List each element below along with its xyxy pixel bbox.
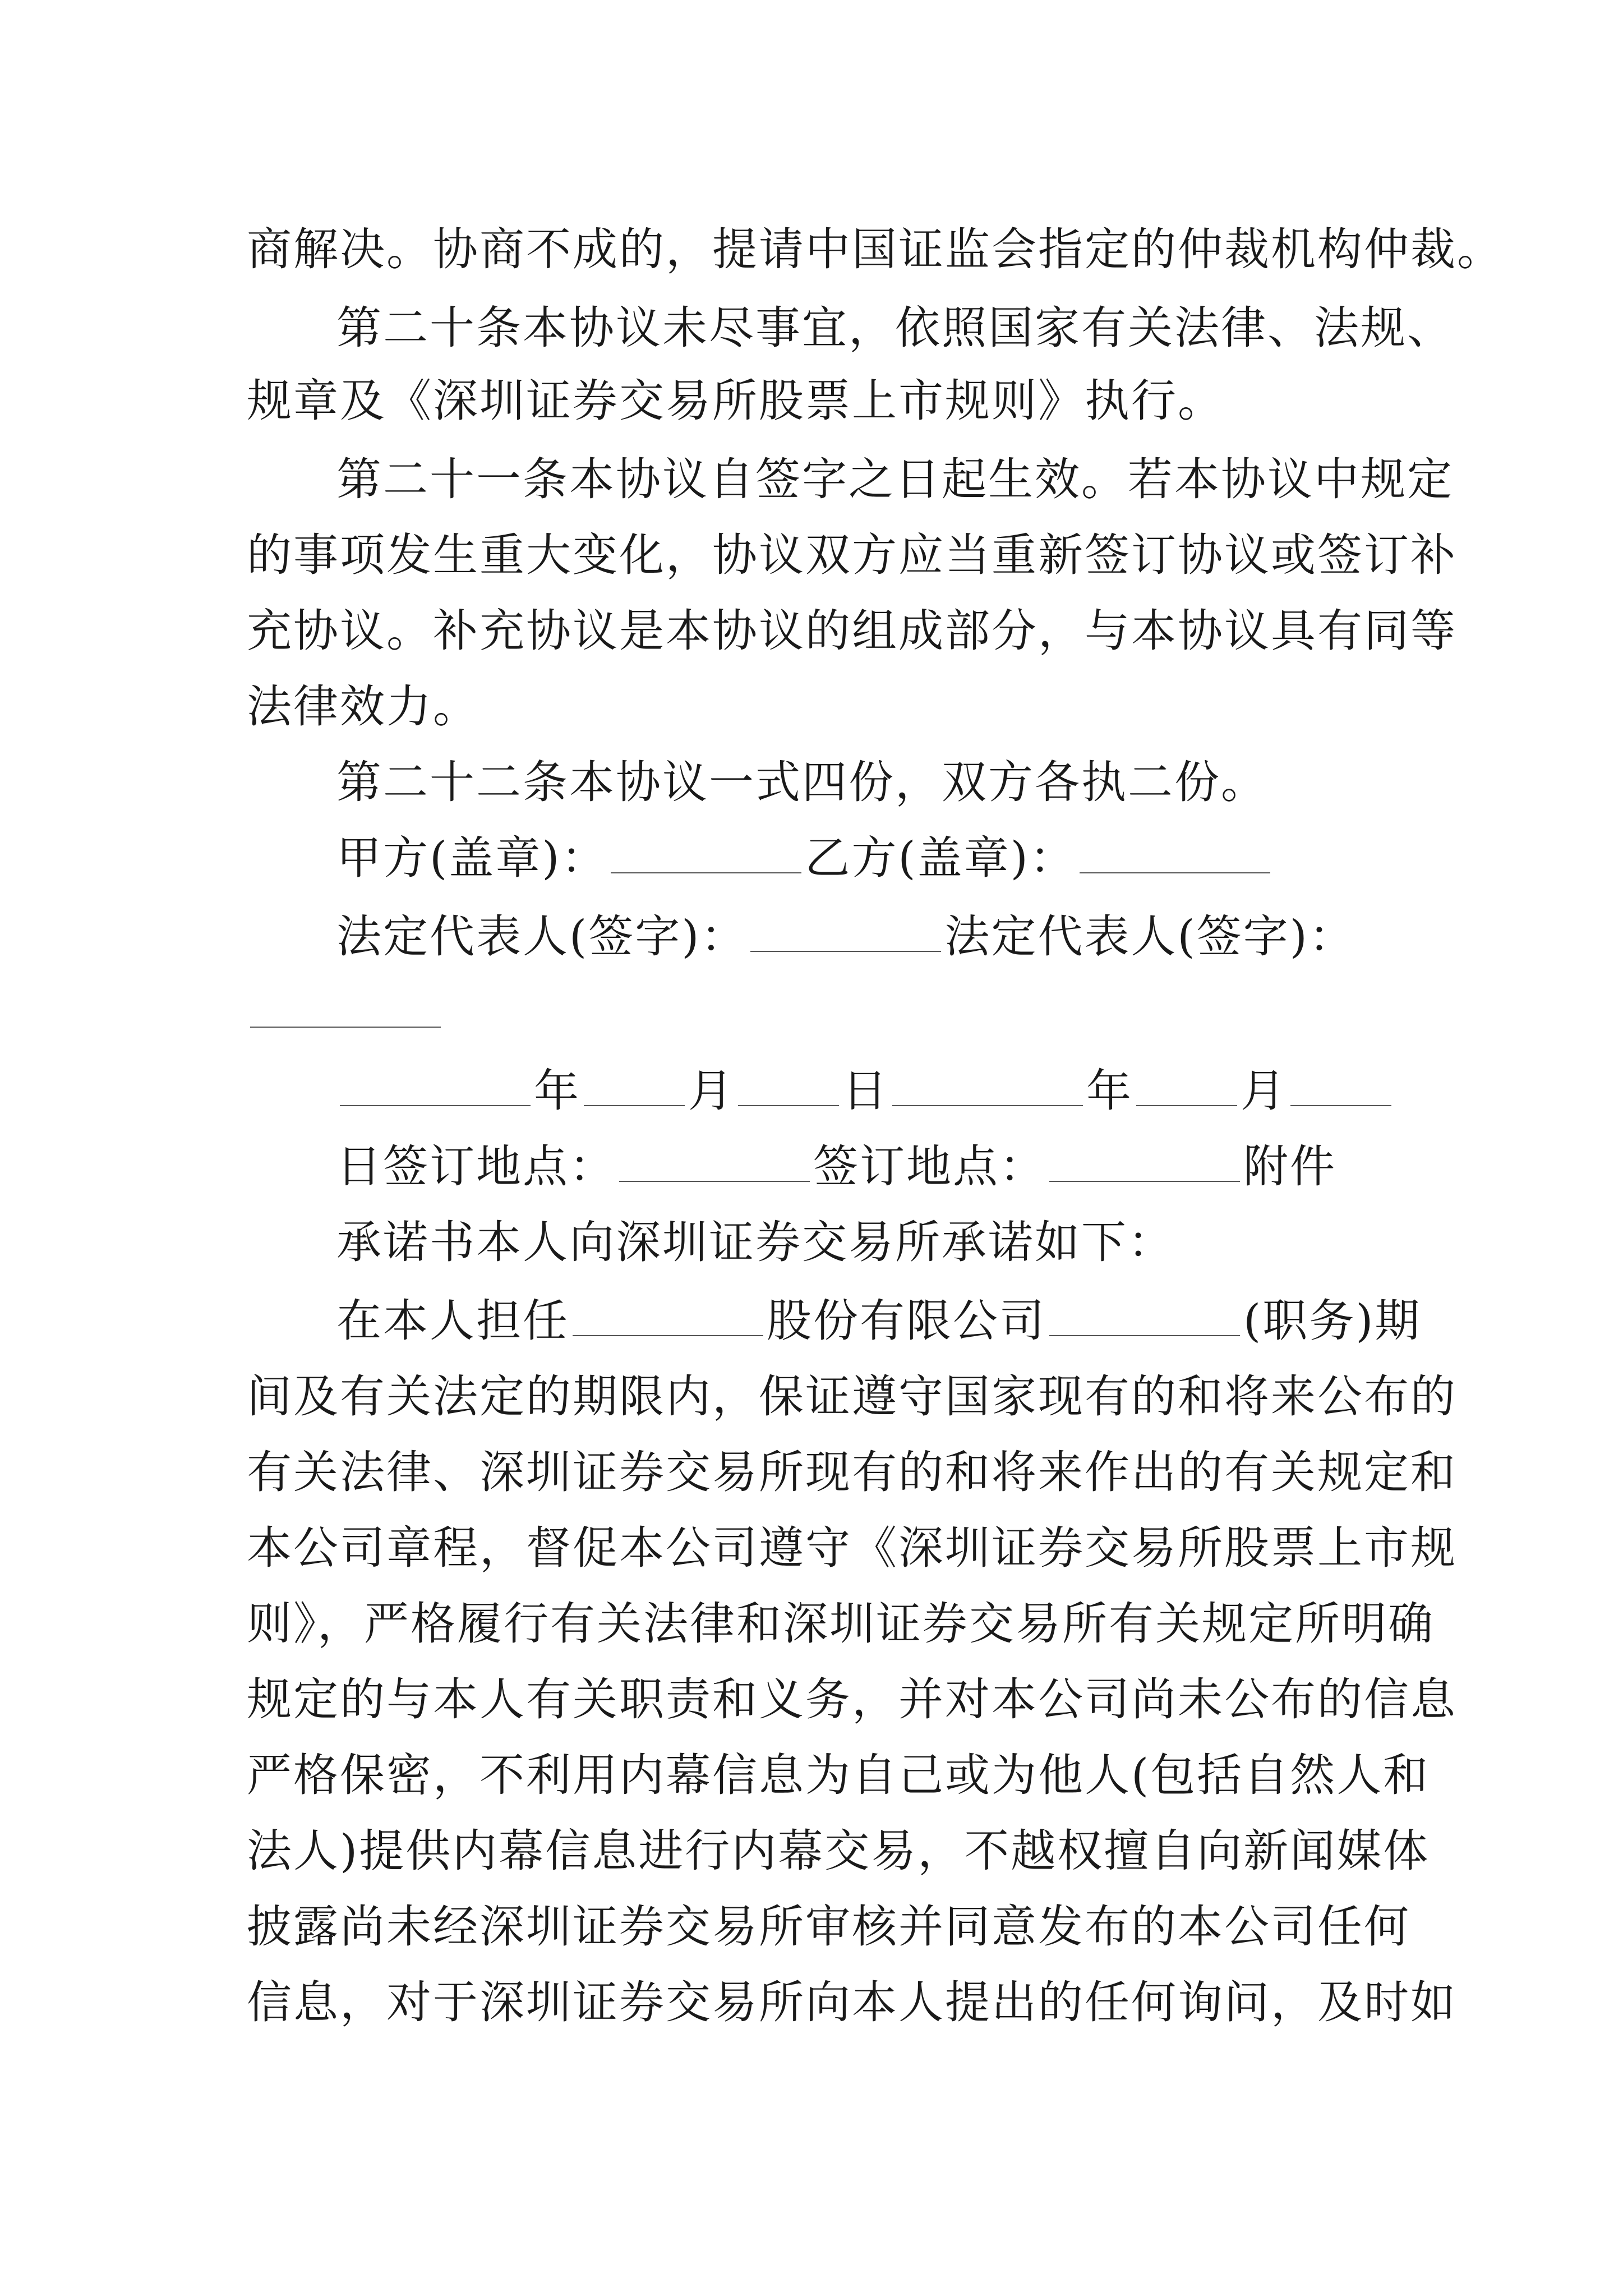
party-a-seal-blank	[611, 839, 801, 873]
article-21-line-2: 的事项发生重大变化，协议双方应当重新签订协议或签订补	[247, 529, 1457, 581]
pledge-line-1	[0, 1290, 1623, 1352]
pledge-text: (职务)期	[1243, 1295, 1422, 1347]
party-b-day-blank	[1290, 1071, 1391, 1106]
party-a-month-blank	[584, 1071, 685, 1106]
article-21-line-3: 充协议。补充协议是本协议的组成部分，与本协议具有同等	[247, 605, 1457, 657]
position-blank	[1049, 1301, 1240, 1336]
party-b-seal-label: 乙方(盖章)：	[805, 832, 1076, 884]
place-line	[0, 1136, 1623, 1198]
attachment-label: 附件	[1243, 1140, 1336, 1193]
pledge-text: 股份有限公司	[767, 1295, 1046, 1347]
party-b-seal-blank	[1080, 839, 1270, 873]
party-a-place-label: 签订地点：	[383, 1140, 616, 1193]
day-label: 日	[842, 1065, 889, 1117]
year-label: 年	[534, 1065, 580, 1117]
pledge-line-2: 间及有关法定的期限内，保证遵守国家现有的和将来公布的	[247, 1370, 1457, 1423]
article-21-line-4: 法律效力。	[247, 680, 479, 733]
pledge-line-9: 披露尚未经深圳证券交易所审核并同意发布的本公司任何	[247, 1901, 1410, 1953]
party-b-representative-blank	[250, 993, 441, 1028]
pledge-line-4: 本公司章程，督促本公司遵守《深圳证券交易所股票上市规	[247, 1522, 1457, 1574]
party-a-representative-label: 法定代表人(签字)：	[336, 910, 748, 963]
day-label: 日	[336, 1140, 383, 1193]
pledge-text: 在本人担任	[336, 1295, 569, 1347]
pledge-heading: 承诺书本人向深圳证券交易所承诺如下：	[336, 1216, 1174, 1268]
pledge-line-5: 则》，严格履行有关法律和深圳证券交易所有关规定所明确	[247, 1598, 1435, 1650]
seal-line	[0, 827, 1623, 889]
party-b-place-blank	[1049, 1147, 1240, 1182]
pledge-line-7: 严格保密，不利用内幕信息为自己或为他人(包括自然人和	[247, 1749, 1430, 1801]
pledge-line-8: 法人)提供内幕信息进行内幕交易，不越权擅自向新闻媒体	[247, 1825, 1430, 1877]
party-a-day-blank	[738, 1071, 839, 1106]
party-a-seal-label: 甲方(盖章)：	[336, 832, 608, 884]
party-b-place-label: 签订地点：	[813, 1140, 1046, 1193]
date-line	[0, 1060, 1623, 1122]
month-label: 月	[1241, 1065, 1287, 1117]
article-22-line: 第二十二条本协议一式四份，双方各执二份。	[336, 756, 1267, 808]
representative-continuation	[0, 982, 1623, 1043]
representative-line	[0, 906, 1623, 968]
party-a-year-blank	[340, 1071, 531, 1106]
article-21-line-1: 第二十一条本协议自签字之日起生效。若本协议中规定	[336, 453, 1454, 505]
party-b-year-blank	[892, 1071, 1083, 1106]
company-name-blank	[573, 1301, 763, 1336]
party-a-representative-blank	[750, 917, 941, 952]
article-20-line-1: 第二十条本协议未尽事宜，依照国家有关法律、法规、	[336, 302, 1454, 354]
pledge-line-6: 规定的与本人有关职责和义务，并对本公司尚未公布的信息	[247, 1673, 1457, 1726]
party-b-month-blank	[1136, 1071, 1237, 1106]
party-b-representative-label: 法定代表人(签字)：	[944, 910, 1355, 963]
article-20-line-2: 规章及《深圳证券交易所股票上市规则》执行。	[247, 375, 1224, 427]
party-a-place-blank	[619, 1147, 810, 1182]
month-label: 月	[688, 1065, 735, 1117]
pledge-line-3: 有关法律、深圳证券交易所现有的和将来作出的有关规定和	[247, 1446, 1457, 1498]
year-label: 年	[1086, 1065, 1133, 1117]
pledge-line-10: 信息，对于深圳证券交易所向本人提出的任何询问，及时如	[247, 1976, 1457, 2028]
paragraph-line: 商解决。协商不成的，提请中国证监会指定的仲裁机构仲裁。	[247, 223, 1504, 275]
